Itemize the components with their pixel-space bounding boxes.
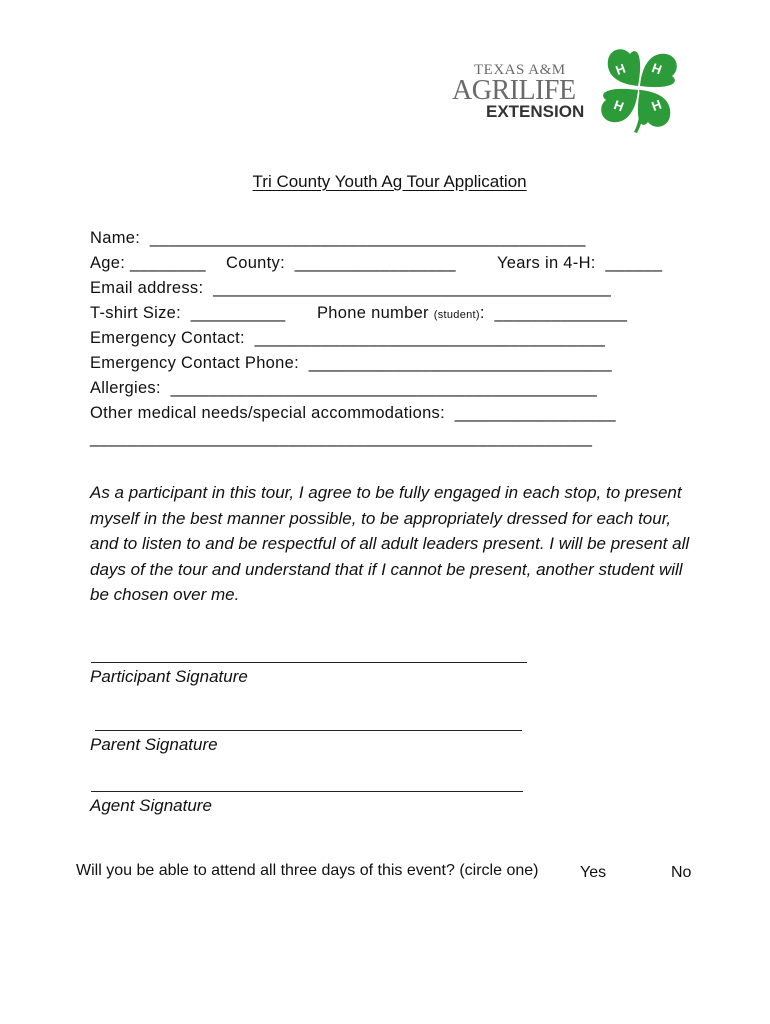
- participant-signature-label: Participant Signature: [90, 667, 248, 686]
- clover-letter-h3: H: [611, 97, 626, 115]
- four-h-clover-icon: [596, 44, 682, 134]
- attendance-question: Will you be able to attend all three days of this event? (circle one): [76, 862, 539, 879]
- agreement-paragraph: As a participant in this tour, I agree to be fully engaged in each stop, to present myself in the best manner possible, to be appropriately dressed for each tour, and to listen to and be respectful of all adult leaders present. I will be present all days of the tour and understand that if I cannot be present, another student will be chosen over me.: [90, 483, 690, 604]
- allergies-field[interactable]: Allergies: _____________________________________________: [90, 379, 598, 397]
- age-field[interactable]: Age: ________: [90, 254, 206, 272]
- clover-letter-h2: H: [649, 60, 664, 78]
- agent-signature-line[interactable]: [91, 791, 523, 792]
- phone-number-field[interactable]: [317, 304, 627, 323]
- parent-signature-line[interactable]: [95, 730, 522, 731]
- other-medical-field[interactable]: Other medical needs/special accommodations: _________________: [90, 404, 616, 422]
- phone-blank: : ______________: [479, 304, 628, 322]
- parent-signature-label: Parent Signature: [90, 735, 218, 754]
- emergency-contact-field[interactable]: Emergency Contact: _____________________________________: [90, 329, 606, 347]
- clover-letter-h4: H: [649, 96, 664, 114]
- logo-line-extension: EXTENSION: [486, 102, 585, 121]
- page-title: [0, 152, 770, 192]
- county-field[interactable]: County: _________________: [226, 254, 456, 272]
- logo-line-agrilife: AGRILIFE: [452, 75, 576, 106]
- name-field[interactable]: Name: ______________________________________________: [90, 229, 586, 247]
- tshirt-size-field[interactable]: T-shirt Size: __________: [90, 304, 286, 322]
- emergency-contact-phone-field[interactable]: Emergency Contact Phone: ________________________________: [90, 354, 612, 372]
- phone-label: Phone number: [317, 304, 429, 322]
- attendance-no-option[interactable]: No: [671, 864, 692, 881]
- other-medical-continuation[interactable]: _____________________________________________________: [90, 429, 593, 447]
- agrilife-extension-logo: [446, 44, 686, 136]
- phone-note: (student): [433, 309, 480, 321]
- email-field[interactable]: Email address: __________________________________________: [90, 279, 612, 297]
- page-title-text: Tri County Youth Ag Tour Application: [252, 172, 527, 191]
- attendance-yes-option[interactable]: Yes: [580, 864, 607, 881]
- logo-line-texas-am: TEXAS A&M: [474, 62, 566, 78]
- agent-signature-label: Agent Signature: [90, 796, 212, 815]
- years-in-4h-field[interactable]: Years in 4-H: ______: [497, 254, 663, 272]
- participant-signature-line[interactable]: [91, 662, 527, 663]
- clover-letter-h1: H: [613, 60, 628, 78]
